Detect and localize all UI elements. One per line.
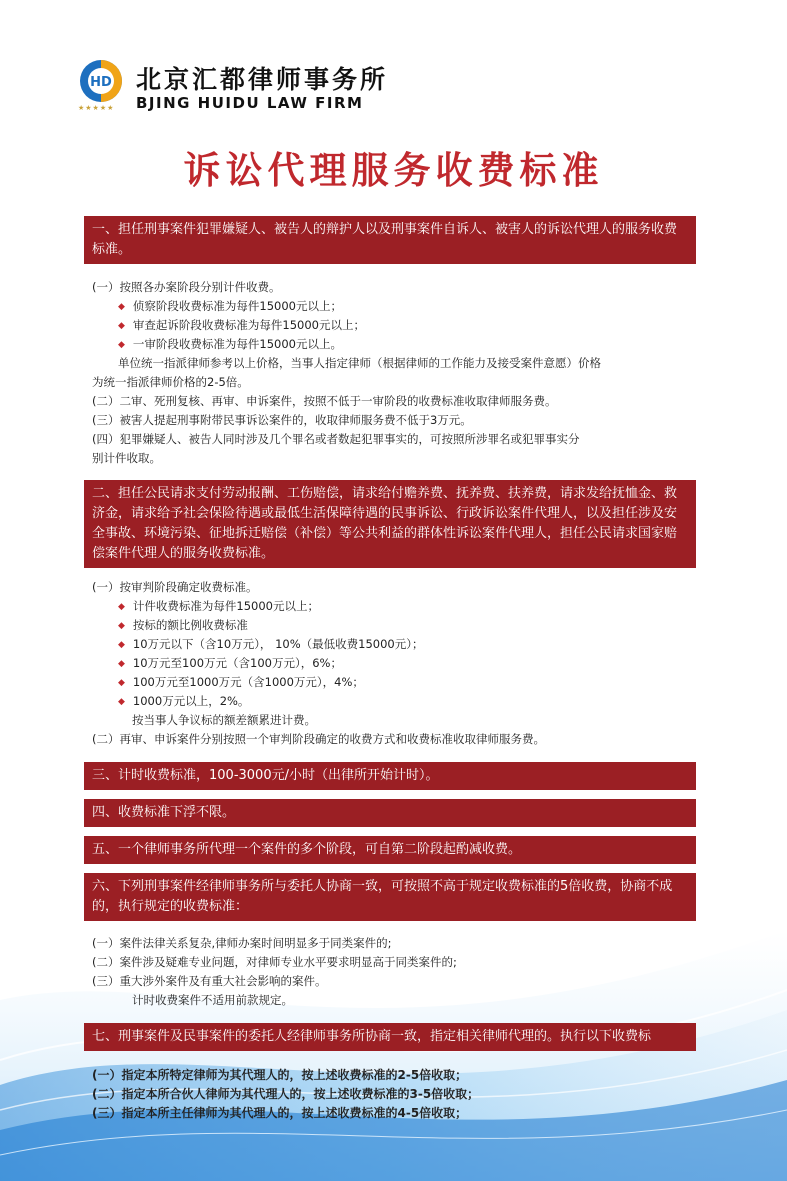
- list-item: (二）案件涉及疑难专业问题，对律师专业水平要求明显高于同类案件的;: [92, 955, 457, 969]
- list-item: ◆ 100万元至1000万元（含1000万元），4%；: [118, 675, 364, 689]
- diamond-bullet-icon: ◆: [118, 302, 125, 312]
- list-item: ◆ 审查起诉阶段收费标准为每件15000元以上；: [118, 318, 366, 332]
- firm-header: [78, 56, 458, 116]
- list-item: (一）案件法律关系复杂,律师办案时间明显多于同类案件的;: [92, 936, 392, 950]
- list-item: (一）指定本所特定律师为其代理人的，按上述收费标准的2-5倍收取；: [92, 1068, 468, 1082]
- list-item: (四）犯罪嫌疑人、被告人同时涉及几个罪名或者数起犯罪事实的，可按照所涉罪名或犯罪事实分: [92, 432, 580, 446]
- list-item: (三）重大涉外案件及有重大社会影响的案件。: [92, 974, 327, 988]
- list-item: ◆ 10万元以下（含10万元）， 10%（最低收费15000元）；: [118, 637, 424, 651]
- svg-text:HD: HD: [90, 75, 112, 90]
- hd-logo-icon: [78, 58, 124, 104]
- paragraph: 计时收费案件不适用前款规定。: [132, 993, 293, 1007]
- list-item: ◆ 1000万元以上，2%。: [118, 694, 250, 708]
- firm-name-cn: 北京汇都律师事务所: [136, 65, 389, 94]
- section-heading-6: 六、下列刑事案件经律师事务所与委托人协商一致，可按照不高于规定收费标准的5倍收费，协商不成的，执行规定的收费标准：: [84, 873, 696, 921]
- diamond-bullet-icon: ◆: [118, 678, 125, 688]
- firm-name-en: BJING HUIDU LAW FIRM: [136, 94, 364, 112]
- list-item: (三）指定本所主任律师为其代理人的，按上述收费标准的4-5倍收取；: [92, 1106, 468, 1120]
- section-heading-5: 五、一个律师事务所代理一个案件的多个阶段，可自第二阶段起酌减收费。: [84, 836, 696, 864]
- list-item: ◆ 按标的额比例收费标准: [118, 618, 248, 632]
- list-item: ◆ 一审阶段收费标准为每件15000元以上。: [118, 337, 343, 351]
- diamond-bullet-icon: ◆: [118, 640, 125, 650]
- section-heading-3: 三、计时收费标准，100-3000元/小时（出律所开始计时）。: [84, 762, 696, 790]
- paragraph: 单位统一指派律师参考以上价格，当事人指定律师（根据律师的工作能力及接受案件意愿）价格: [118, 356, 601, 370]
- paragraph: 为统一指派律师价格的2-5倍。: [92, 375, 249, 389]
- list-item: ◆ 计件收费标准为每件15000元以上；: [118, 599, 320, 613]
- list-item: (二）再审、申诉案件分别按照一个审判阶段确定的收费方式和收费标准收取律师服务费。: [92, 732, 545, 746]
- diamond-bullet-icon: ◆: [118, 321, 125, 331]
- list-item: (一）按照各办案阶段分别计件收费。: [92, 280, 281, 294]
- diamond-bullet-icon: ◆: [118, 659, 125, 669]
- diamond-bullet-icon: ◆: [118, 621, 125, 631]
- list-item: ◆ 侦察阶段收费标准为每件15000元以上；: [118, 299, 343, 313]
- section-heading-1: 一、担任刑事案件犯罪嫌疑人、被告人的辩护人以及刑事案件自诉人、被害人的诉讼代理人的服务收费标准。: [84, 216, 696, 264]
- diamond-bullet-icon: ◆: [118, 697, 125, 707]
- section-heading-4: 四、收费标准下浮不限。: [84, 799, 696, 827]
- page-title: 诉讼代理服务收费标准: [183, 149, 604, 192]
- list-item: (二）指定本所合伙人律师为其代理人的，按上述收费标准的3-5倍收取；: [92, 1087, 480, 1101]
- list-item: (二）二审、死刑复核、再审、申诉案件，按照不低于一审阶段的收费标准收取律师服务费。: [92, 394, 557, 408]
- rating-stars: ★★★★★: [78, 104, 115, 112]
- diamond-bullet-icon: ◆: [118, 340, 125, 350]
- list-item: 别计件收取。: [92, 451, 161, 465]
- section-heading-2: 二、担任公民请求支付劳动报酬、工伤赔偿，请求给付赡养费、抚养费、扶养费，请求发给抚恤金、救济金，请求给予社会保险待遇或最低生活保障待遇的民事诉讼、行政诉讼案件代理人，以及担任涉及安全事故、环境污染、征地拆迁赔偿（补偿）等公共利益的群体性诉讼案件代理人，担任公民请求国家赔偿案件代理人的服务收费标准。: [84, 480, 696, 568]
- section-heading-7: 七、刑事案件及民事案件的委托人经律师事务所协商一致，指定相关律师代理的。执行以下收费标: [84, 1023, 696, 1051]
- diamond-bullet-icon: ◆: [118, 602, 125, 612]
- list-item: ◆ 10万元至100万元（含100万元），6%；: [118, 656, 342, 670]
- list-item: (三）被害人提起刑事附带民事诉讼案件的，收取律师服务费不低于3万元。: [92, 413, 472, 427]
- paragraph: 按当事人争议标的额差额累进计费。: [132, 713, 316, 727]
- list-item: (一）按审判阶段确定收费标准。: [92, 580, 258, 594]
